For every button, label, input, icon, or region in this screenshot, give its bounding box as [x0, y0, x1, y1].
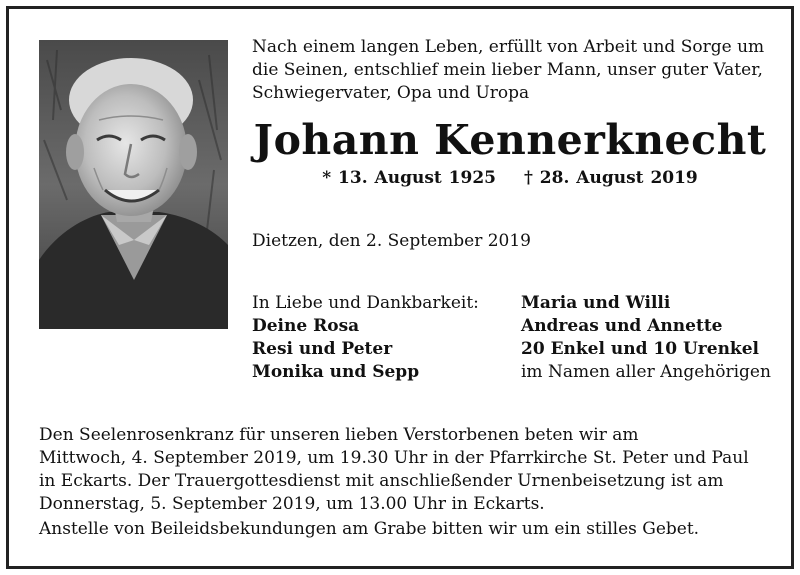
mourner-entry: In Liebe und Dankbarkeit:: [252, 293, 479, 313]
notice-line: Den Seelenrosenkranz für unseren lieben Verstorbenen beten wir am: [39, 425, 639, 445]
portrait-image: [39, 40, 228, 329]
mourners-right-column: [521, 292, 771, 384]
place-and-date: Dietzen, den 2. September 2019: [252, 231, 531, 251]
mourner-entry: Deine Rosa: [252, 316, 360, 336]
mourner-entry: Maria und Willi: [521, 293, 671, 313]
service-notice: [39, 424, 749, 516]
life-dates: [252, 166, 768, 190]
intro-text: [252, 36, 768, 105]
notice-line: in Eckarts. Der Trauergottesdienst mit anschließender Urnenbeisetzung ist am: [39, 471, 724, 491]
intro-line: Schwiegervater, Opa und Uropa: [252, 83, 530, 103]
birth-date: * 13. August 1925: [322, 168, 496, 188]
mourner-entry: im Namen aller Angehörigen: [521, 362, 771, 382]
death-date: † 28. August 2019: [524, 168, 698, 188]
mourners-left-column: [252, 292, 479, 384]
notice-line: Donnerstag, 5. September 2019, um 13.00 Uhr in Eckarts.: [39, 494, 545, 514]
condolence-request: Anstelle von Beileidsbekundungen am Grabe bitten wir um ein stilles Gebet.: [39, 519, 700, 539]
mourner-entry: Andreas und Annette: [521, 316, 723, 336]
intro-line: die Seinen, entschlief mein lieber Mann, unser guter Vater,: [252, 60, 763, 80]
notice-line: Mittwoch, 4. September 2019, um 19.30 Uhr in der Pfarrkirche St. Peter und Paul: [39, 448, 749, 468]
intro-line: Nach einem langen Leben, erfüllt von Arbeit und Sorge um: [252, 37, 765, 57]
deceased-name: Johann Kennerknecht: [253, 116, 767, 164]
mourner-entry: Monika und Sepp: [252, 362, 420, 382]
mourner-entry: Resi und Peter: [252, 339, 393, 359]
mourner-entry: 20 Enkel und 10 Urenkel: [521, 339, 759, 359]
portrait-photo: [39, 40, 228, 329]
